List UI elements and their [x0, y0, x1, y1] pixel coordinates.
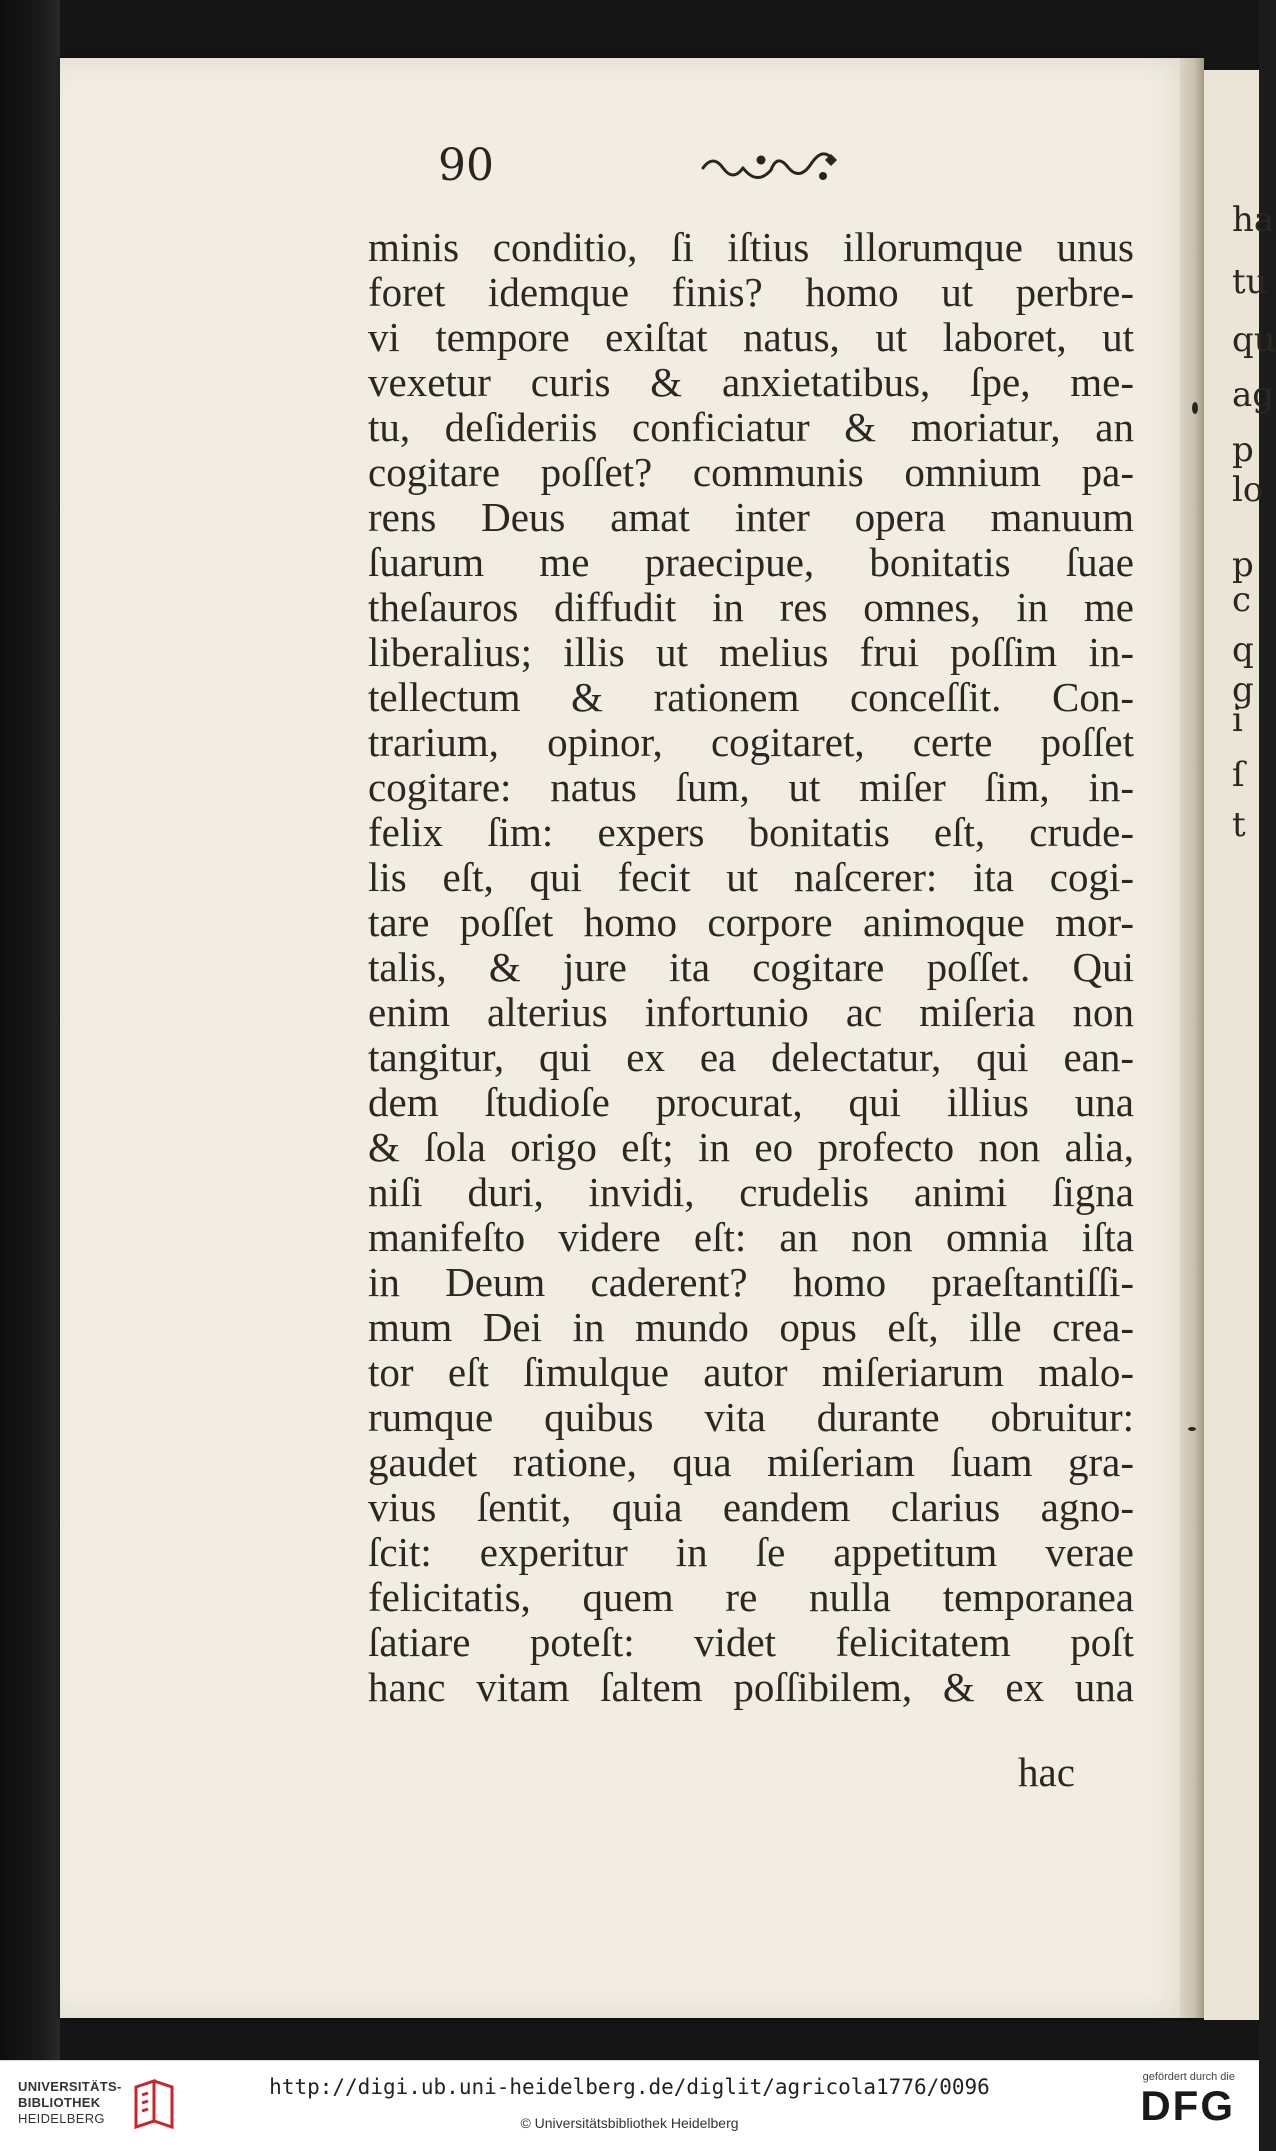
text-line: liberalius; illis ut melius frui poſſim in-	[368, 629, 1134, 675]
page-header	[438, 140, 858, 200]
text-line: in Deum caderent? homo praeſtantiſſi-	[368, 1259, 1134, 1305]
next-page-text: lo	[1232, 470, 1264, 510]
next-page-text: ſ	[1232, 755, 1245, 795]
ornament-icon	[693, 148, 853, 188]
sponsor-name: DFG	[1140, 2082, 1235, 2129]
library-name-line2: BIBLIOTHEK	[18, 2095, 101, 2110]
text-line: felicitatis, quem re nulla temporanea	[368, 1574, 1134, 1620]
text-line: minis conditio, ſi iſtius illorumque unus	[368, 224, 1134, 270]
text-line: tor eſt ſimulque autor miſeriarum malo-	[368, 1349, 1134, 1395]
text-line: manifeſto videre eſt: an non omnia iſta	[368, 1214, 1134, 1260]
text-line: tellectum & rationem conceſſit. Con-	[368, 674, 1134, 720]
margin-mark	[1192, 402, 1198, 414]
text-line: ſcit: experitur in ſe appetitum verae	[368, 1529, 1134, 1575]
next-page-text: c	[1232, 580, 1252, 620]
margin-mark	[1188, 1427, 1196, 1431]
text-line: vius ſentit, quia eandem clarius agno-	[368, 1484, 1134, 1530]
text-line: enim alterius infortunio ac miſeria non	[368, 989, 1134, 1035]
copyright-notice: © Universitätsbibliothek Heidelberg	[520, 2115, 739, 2131]
body-text	[368, 225, 1134, 1710]
sponsor-logo[interactable]	[1095, 2071, 1235, 2143]
next-page-text: ha	[1232, 200, 1275, 240]
text-line: niſi duri, invidi, crudelis animi ſigna	[368, 1169, 1134, 1215]
permalink-url[interactable]: http://digi.ub.uni-heidelberg.de/diglit/agricola1776/0096	[269, 2075, 990, 2099]
next-page-text: qu	[1232, 320, 1276, 360]
text-line: ſatiare poteſt: videt felicitatem poſt	[368, 1619, 1134, 1665]
text-line: vexetur curis & anxietatibus, ſpe, me-	[368, 359, 1134, 405]
next-page-text: tu	[1232, 262, 1268, 302]
text-line: tangitur, qui ex ea delectatur, qui ean-	[368, 1034, 1134, 1080]
viewer-footer	[0, 2060, 1259, 2151]
next-page-text: i	[1232, 700, 1243, 740]
background-left	[0, 0, 60, 2060]
text-line: rumque quibus vita durante obruitur:	[368, 1394, 1134, 1440]
next-page-text: t	[1232, 805, 1246, 845]
text-line: hanc vitam ſaltem poſſibilem, & ex una	[368, 1664, 1134, 1710]
text-line: trarium, opinor, cogitaret, certe poſſet	[368, 719, 1134, 765]
catchword: hac	[1018, 1749, 1075, 1795]
next-page-text: p	[1232, 430, 1254, 470]
text-line: lis eſt, qui fecit ut naſcerer: ita cogi-	[368, 854, 1134, 900]
text-line: ſuarum me praecipue, bonitatis ſuae	[368, 539, 1134, 585]
text-line: felix ſim: expers bonitatis eſt, crude-	[368, 809, 1134, 855]
text-line: & ſola origo eſt; in eo profecto non alia,	[368, 1124, 1134, 1170]
text-line: gaudet ratione, qua miſeriam ſuam gra-	[368, 1439, 1134, 1485]
library-name-line3: HEIDELBERG	[18, 2111, 105, 2126]
text-line: rens Deus amat inter opera manuum	[368, 494, 1134, 540]
text-line: tu, deſideriis conficiatur & moriatur, an	[368, 404, 1134, 450]
text-line: cogitare poſſet? communis omnium pa-	[368, 449, 1134, 495]
text-line: mum Dei in mundo opus eſt, ille crea-	[368, 1304, 1134, 1350]
next-page-text: p	[1232, 545, 1254, 585]
text-line: cogitare: natus ſum, ut miſer ſim, in-	[368, 764, 1134, 810]
next-page-fragment	[1204, 70, 1276, 2020]
text-line: tare poſſet homo corpore animoque mor-	[368, 899, 1134, 945]
text-line: vi tempore exiſtat natus, ut laboret, ut	[368, 314, 1134, 360]
next-page-text: q	[1232, 630, 1254, 670]
text-line: talis, & jure ita cogitare poſſet. Qui	[368, 944, 1134, 990]
page-number: 90	[438, 140, 494, 191]
sponsor-caption: gefördert durch die	[1142, 2071, 1235, 2083]
text-line: dem ſtudioſe procurat, qui illius una	[368, 1079, 1134, 1125]
text-line: foret idemque finis? homo ut perbre-	[368, 269, 1134, 315]
page-edge	[1180, 58, 1204, 2018]
next-page-text: g	[1232, 670, 1254, 710]
library-name-line1: UNIVERSITÄTS-	[18, 2079, 122, 2094]
next-page-text: ag	[1232, 375, 1275, 415]
text-line: theſauros diffudit in res omnes, in me	[368, 584, 1134, 630]
